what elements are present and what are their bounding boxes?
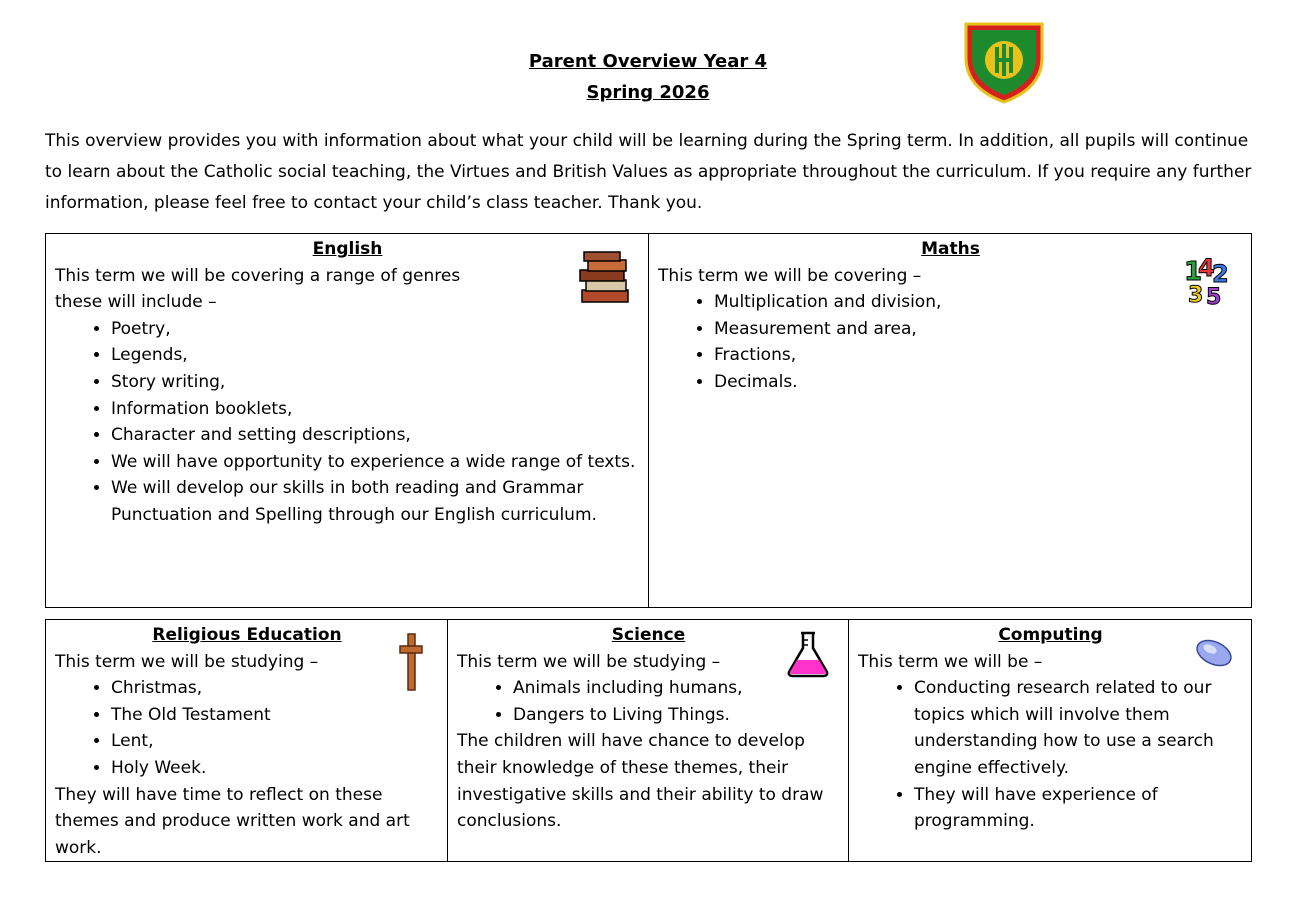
list-item: • The Old Testament — [111, 702, 439, 729]
svg-text:3: 3 — [1188, 283, 1204, 306]
school-crest-icon — [962, 18, 1046, 104]
list-item: • Conducting research related to our topics which will involve them understanding how to use a search engine effectively. — [914, 675, 1243, 781]
computing-list — [858, 675, 1243, 835]
science-heading: Science — [611, 625, 686, 645]
list-item: • Holy Week. — [111, 755, 439, 782]
english-cell — [46, 234, 649, 608]
science-cell — [448, 620, 849, 862]
list-item: • Animals including humans, — [513, 675, 840, 702]
computing-heading: Computing — [998, 625, 1103, 645]
re-cell — [46, 620, 448, 862]
list-item: • Story writing, — [111, 369, 640, 396]
english-intro-line2: these will include – — [55, 292, 217, 313]
list-item: • Character and setting descriptions, — [111, 422, 640, 449]
english-intro-line1: This term we will be covering a range of genres — [55, 265, 461, 286]
re-list — [55, 675, 439, 781]
mouse-icon — [1193, 636, 1235, 670]
list-item: • Multiplication and division, — [714, 289, 1243, 316]
re-outro: They will have time to reflect on these themes and produce written work and art work. — [55, 784, 410, 858]
list-item: • Fractions, — [714, 342, 1243, 369]
list-item: • Measurement and area, — [714, 316, 1243, 343]
list-item: • Legends, — [111, 342, 640, 369]
list-item: • We will develop our skills in both reading and Grammar Punctuation and Spelling through our English curriculum. — [111, 475, 640, 528]
re-intro: This term we will be studying – — [55, 651, 319, 672]
numbers-icon — [1182, 250, 1234, 306]
page-subtitle: Spring 2026 — [586, 82, 710, 103]
svg-text:5: 5 — [1206, 285, 1222, 306]
computing-intro: This term we will be – — [858, 651, 1043, 672]
svg-text:1: 1 — [1184, 257, 1203, 287]
maths-intro: This term we will be covering – — [658, 265, 922, 286]
list-item: • Information booklets, — [111, 396, 640, 423]
maths-cell — [649, 234, 1252, 608]
top-subjects-table — [45, 233, 1252, 608]
english-list — [55, 316, 640, 529]
page-title: Parent Overview Year 4 — [528, 51, 768, 72]
english-heading: English — [312, 239, 383, 259]
list-item: • Dangers to Living Things. — [513, 702, 840, 729]
list-item: • Decimals. — [714, 369, 1243, 396]
maths-list — [658, 289, 1243, 395]
science-list — [457, 675, 840, 728]
list-item: • We will have opportunity to experience a wide range of texts. — [111, 449, 640, 476]
re-heading: Religious Education — [152, 625, 342, 645]
bottom-subjects-table — [45, 619, 1252, 862]
computing-cell — [849, 620, 1252, 862]
books-icon — [578, 250, 632, 306]
svg-text:2: 2 — [1212, 260, 1229, 288]
list-item: • Christmas, — [111, 675, 439, 702]
list-item: • Lent, — [111, 728, 439, 755]
maths-heading: Maths — [921, 239, 980, 259]
list-item: • Poetry, — [111, 316, 640, 343]
svg-text:4: 4 — [1198, 254, 1215, 282]
science-outro: The children will have chance to develop their knowledge of these themes, their investigative skills and their ability to draw conclusions. — [457, 731, 824, 832]
list-item: • They will have experience of programming. — [914, 782, 1243, 835]
intro-paragraph: This overview provides you with information about what your child will be learning during the Spring term. In addition, all pupils will continue to learn about the Catholic social teaching, the Virtues and British Values as appropriate throughout the curriculum. If you require any further information, please feel free to contact your child’s class teacher. Thank you. — [45, 131, 1252, 213]
science-intro: This term we will be studying – — [457, 651, 721, 672]
cross-icon — [398, 632, 424, 692]
flask-icon — [786, 630, 830, 678]
